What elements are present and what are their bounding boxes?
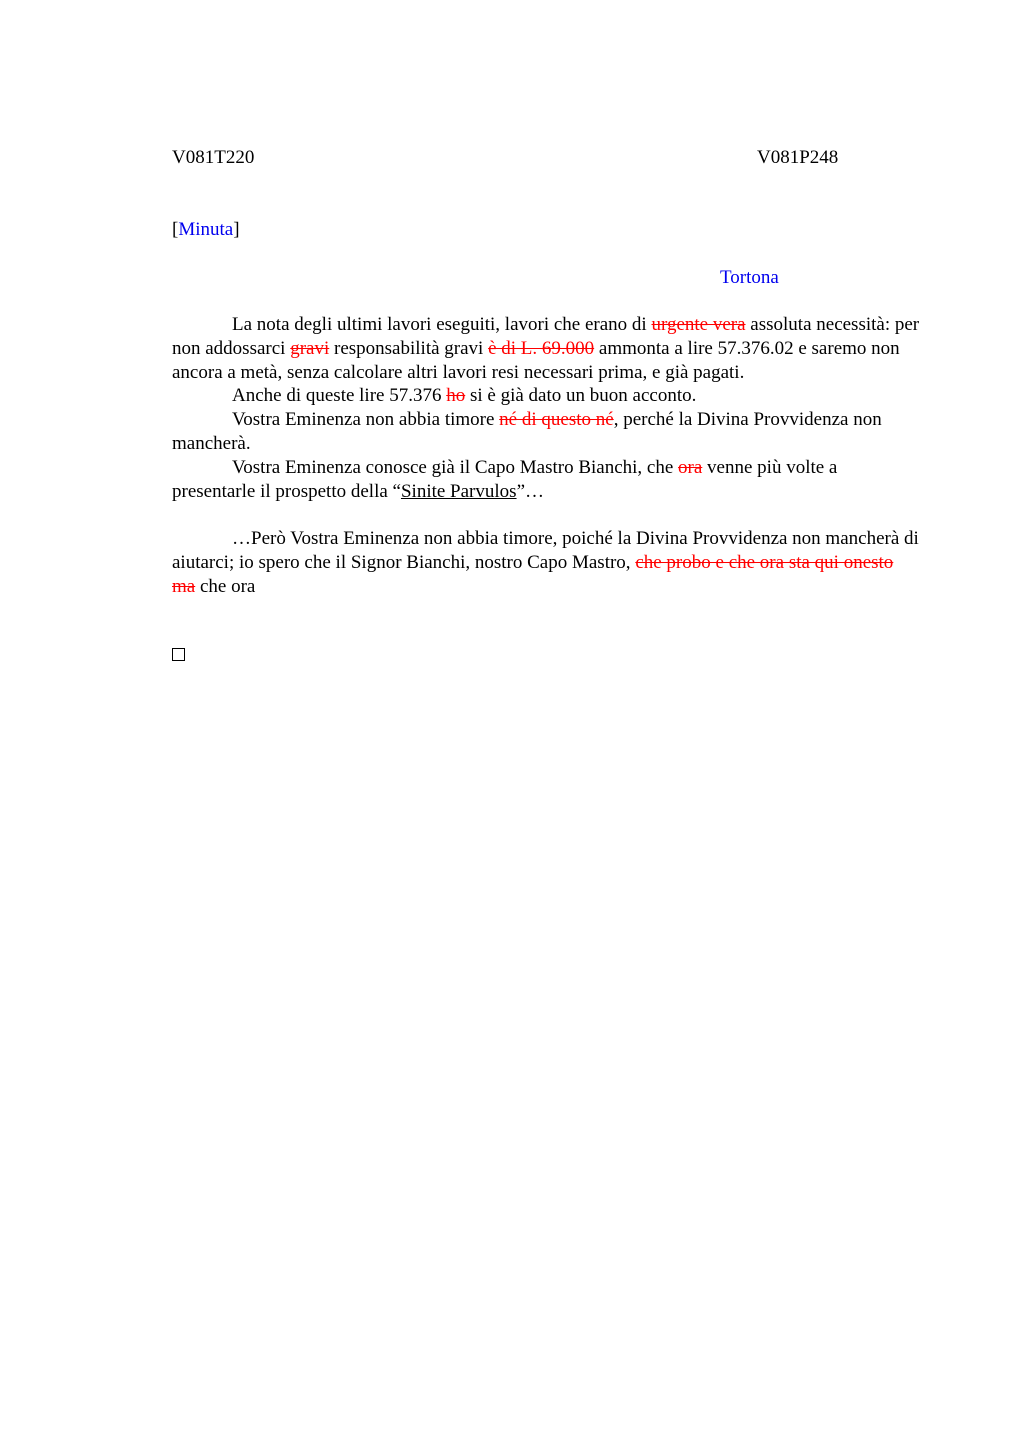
p1-text-4: ammonta a lire 57.376.02 e saremo non ancora a metà, senza calcolare altri lavori resi necessari prima, e già pagati. (172, 337, 900, 383)
place-link[interactable]: Tortona (720, 267, 779, 288)
p4-underlined-title: Sinite Parvulos (400, 480, 517, 502)
p4-text-2: venne più volte a presentarle il prospetto della “ (172, 456, 838, 502)
p4-text-3: ”… (516, 480, 544, 502)
p4-deletion-1: ora (678, 456, 703, 478)
minuta-link[interactable]: Minuta (178, 219, 234, 240)
paragraph-4 (172, 456, 920, 504)
p2-text-1: Anche di queste lire 57.376 (232, 385, 447, 407)
p1-text-3: responsabilità gravi (329, 337, 489, 359)
paragraph-1 (172, 313, 920, 384)
minuta-label (172, 219, 240, 241)
paragraph-2 (172, 384, 920, 408)
p1-text-1: La nota degli ultimi lavori eseguiti, lavori che erano di (232, 314, 652, 335)
minuta-close-bracket: ] (233, 219, 240, 240)
p4-text-1: Vostra Eminenza conosce già il Capo Mastro Bianchi, che (232, 456, 679, 478)
p3-text-2: , perché la Divina Provvidenza non mancherà. (172, 409, 882, 454)
p2-deletion-1: ho (446, 385, 466, 407)
p1-deletion-1: urgente vera (651, 314, 746, 335)
p3-deletion-1: né di questo né (499, 409, 614, 431)
p2-text-2: si è già dato un buon acconto. (465, 385, 697, 407)
end-square-icon (172, 648, 185, 661)
minuta-open-bracket: [ (172, 219, 179, 240)
p3-text-1: Vostra Eminenza non abbia timore (232, 409, 500, 431)
document-code-left: V081T220 (172, 147, 255, 168)
p1-deletion-3: è di L. 69.000 (488, 337, 595, 359)
paragraph-5 (172, 527, 920, 598)
p5-deletion-1: che probo e che ora sta qui onesto ma (172, 551, 894, 597)
p5-text-2: che ora (195, 575, 256, 597)
paragraph-3 (172, 408, 920, 456)
p1-text-2: assoluta necessità: per non addossarci (172, 314, 920, 359)
document-code-right: V081P248 (757, 147, 839, 168)
p1-deletion-2: gravi (290, 337, 330, 359)
p5-text-1: …Però Vostra Eminenza non abbia timore, poiché la Divina Provvidenza non mancherà di aiutarci; io spero che il Signor Bianchi, nostro Capo Mastro, (172, 528, 919, 573)
letter-body (172, 313, 920, 599)
